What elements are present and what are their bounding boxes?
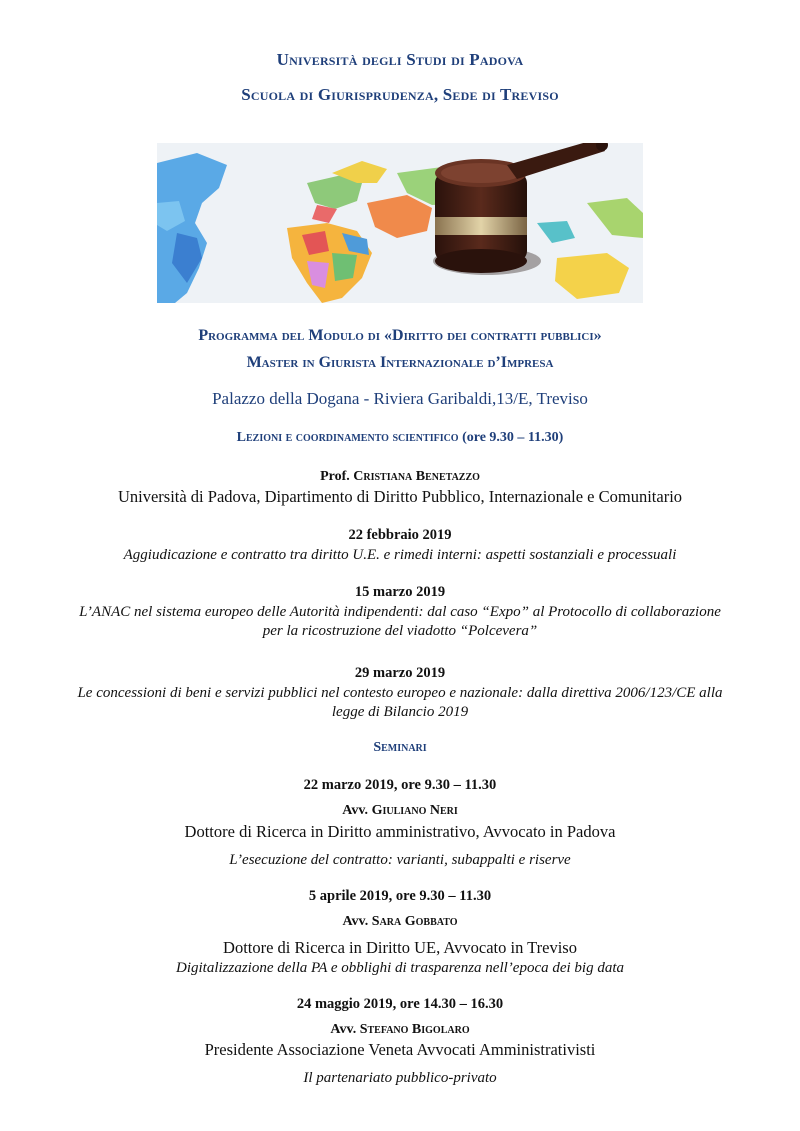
speaker-title: Avv. — [330, 1022, 357, 1037]
lesson-date: 29 marzo 2019 — [354, 665, 446, 681]
seminar-speaker-role: Dottore di Ricerca in Diritto amministrativo, Avvocato in Padova — [184, 822, 616, 841]
program-title: Programma del Modulo di «Diritto dei contratti pubblici» — [198, 327, 602, 344]
lesson-title-line2: legge di Bilancio 2019 — [331, 704, 469, 720]
speaker-title: Avv. — [342, 803, 369, 818]
speaker-name: Sara Gobbato — [371, 914, 458, 929]
lesson-date: 15 marzo 2019 — [354, 584, 446, 600]
speaker-name: Stefano Bigolaro — [359, 1022, 470, 1037]
seminar-speaker-role: Presidente Associazione Veneta Avvocati Amministrativisti — [204, 1040, 596, 1059]
seminar-topic: Il partenariato pubblico-privato — [303, 1070, 497, 1086]
lesson-date: 22 febbraio 2019 — [348, 527, 452, 543]
professor-title: Prof. — [320, 469, 350, 484]
professor-name: Cristiana Benetazzo — [353, 469, 480, 484]
seminar-date: 5 aprile 2019, ore 9.30 – 11.30 — [308, 888, 492, 904]
seminar-speaker — [0, 1022, 800, 1038]
lesson-title: L’ANAC nel sistema europeo delle Autorità indipendenti: dal caso “Expo” al Protocollo di collaborazione — [79, 604, 721, 620]
seminars-heading: Seminari — [373, 740, 427, 755]
seminar-topic: L’esecuzione del contratto: varianti, subappalti e riserve — [229, 852, 571, 868]
lessons-heading — [0, 430, 800, 446]
lesson-title: Le concessioni di beni e servizi pubblici nel contesto europeo e nazionale: dalla direttiva 2006/123/CE alla — [77, 685, 723, 701]
venue: Palazzo della Dogana - Riviera Garibaldi,13/E, Treviso — [212, 389, 588, 408]
seminar-speaker-role: Dottore di Ricerca in Diritto UE, Avvocato in Treviso — [223, 938, 577, 957]
lesson-title-line2: per la ricostruzione del viadotto “Polcevera” — [262, 623, 538, 639]
professor-affiliation: Università di Padova, Dipartimento di Diritto Pubblico, Internazionale e Comunitario — [117, 487, 683, 506]
lesson-title: Aggiudicazione e contratto tra diritto U.E. e rimedi interni: aspetti sostanziali e processuali — [123, 547, 677, 563]
seminar-topic: Digitalizzazione della PA e obblighi di trasparenza nell’epoca dei big data — [175, 960, 625, 976]
seminar-date: 22 marzo 2019, ore 9.30 – 11.30 — [303, 777, 497, 793]
speaker-title: Avv. — [342, 914, 369, 929]
seminar-speaker — [0, 914, 800, 930]
lessons-hours: (ore 9.30 – 11.30) — [462, 430, 564, 445]
lessons-heading-label: Lezioni e coordinamento scientifico — [236, 430, 459, 445]
school-name: Scuola di Giurisprudenza, Sede di Treviso — [241, 85, 559, 104]
speaker-name: Giuliano Neri — [371, 803, 458, 818]
seminar-speaker — [0, 803, 800, 819]
seminar-date: 24 maggio 2019, ore 14.30 – 16.30 — [296, 996, 504, 1012]
gavel-on-world-map-icon — [157, 143, 643, 303]
professor — [0, 469, 800, 485]
master-title: Master in Giurista Internazionale d’Impresa — [246, 354, 554, 371]
university-name: Università degli Studi di Padova — [276, 50, 524, 69]
